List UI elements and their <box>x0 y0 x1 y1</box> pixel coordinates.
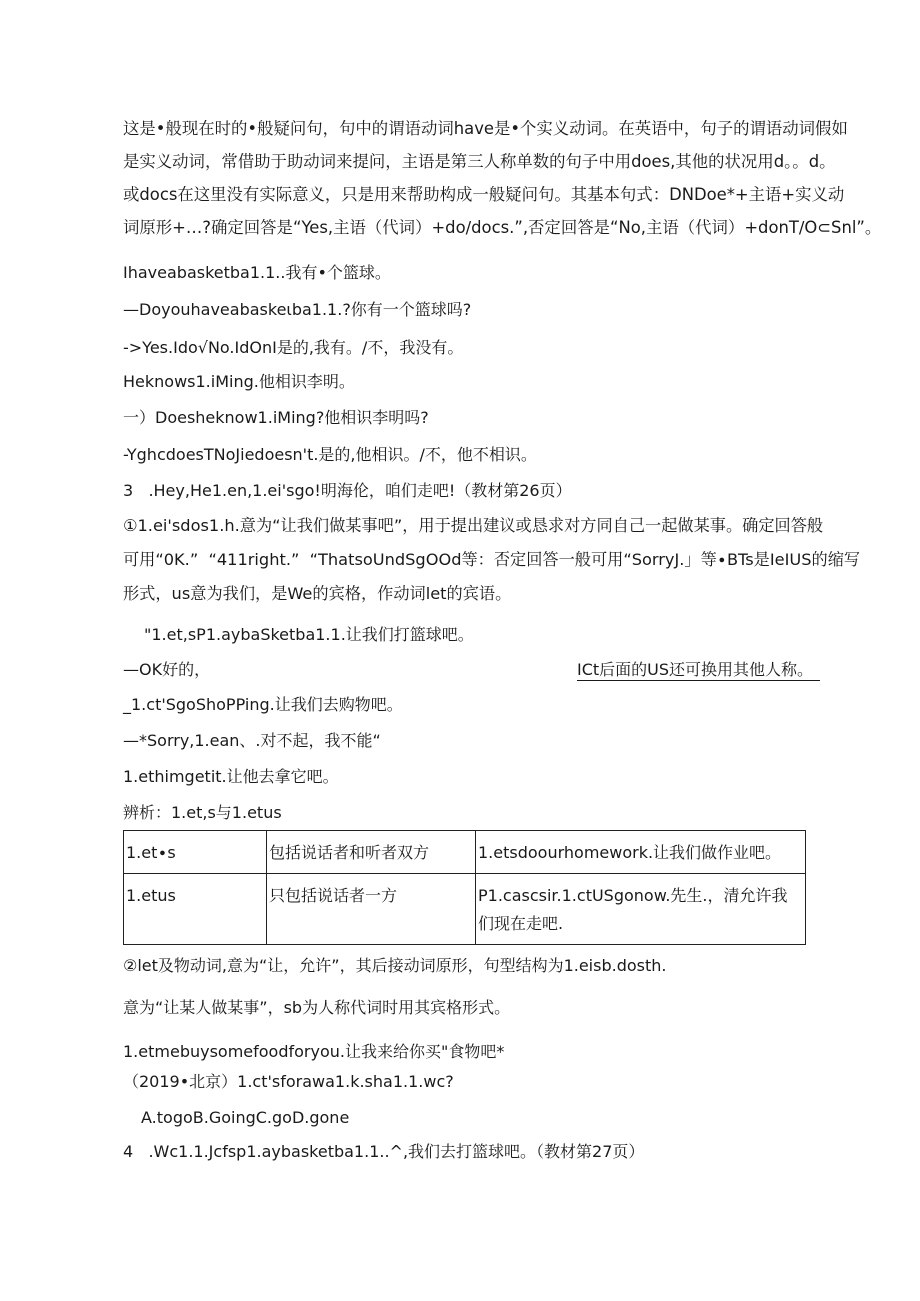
quiz-options: A.togoB.GoingC.goD.gone <box>141 1108 350 1127</box>
usage-line: 意为“让某人做某事”，sb为人称代词时用其宾格形式。 <box>123 998 511 1017</box>
table-cell-term: 1.et∙s <box>124 831 267 874</box>
quiz-question: （2019•北京）1.ct'sforawa1.k.sha1.1.wc? <box>123 1072 454 1091</box>
example-line: —Doyouhaveabaskeιba1.1.?你有一个篮球吗? <box>123 300 472 319</box>
table-cell-example: 1.etsdoourhomework.让我们做作业吧。 <box>476 831 806 874</box>
intro-line: 词原形+…?确定回答是“Yes,主语（代词）+do∕docs.”,否定回答是“No,主语（代词）+donT∕O⊂Snl”。 <box>123 218 882 237</box>
usage-line: ②let及物动词,意为“让，允许”，其后接动词原形，句型结构为1.eisb.dosth. <box>123 956 667 975</box>
example-line: ->Yes.Ido√No.IdOnI是的,我有。/不，我没有。 <box>123 338 464 357</box>
usage-line: 形式，us意为我们，是We的宾格，作动词let的宾语。 <box>123 584 512 603</box>
example-line: 1.etmebuysomefoodforyou.让我来给你买"食物吧* <box>123 1042 505 1061</box>
example-line: 1.ethimgetit.让他去拿它吧。 <box>123 767 339 786</box>
table-row <box>124 831 806 874</box>
usage-line: 可用“0K.” “411right.” “ThatsoUndSgOOd等：否定回答一般可用“SorryJ.」等∙BTs是IeIUS的缩写 <box>123 550 861 569</box>
section-heading: 4 .Wc1.1.Jcfsp1.aybasketba1.1..^,我们去打篮球吧。（教材第27页） <box>123 1142 645 1161</box>
example-line: -YghcdoesTNoJiedoesn't.是的,他相识。/不，他不相识。 <box>123 445 537 464</box>
example-line: 一）Doesheknow1.iMing?他相识李明吗? <box>123 408 429 427</box>
note-text: ICt后面的US还可换用其他人称。 <box>577 660 820 681</box>
table-cell-example: P1.cascsir.1.ctUSgonow.先生.，清允许我们现在走吧. <box>476 874 806 945</box>
example-line: "1.et,sP1.aybaSketba1.1.让我们打篮球吧。 <box>144 625 474 644</box>
table-cell-meaning: 只包括说话者一方 <box>267 874 476 945</box>
intro-line: 是实义动词，常借助于助动词来提问，主语是第三人称单数的句子中用does,其他的状况用d。。d。 <box>123 152 836 171</box>
example-line: Ihaveabasketba1.1..我有•个篮球。 <box>123 263 391 282</box>
example-line: Heknows1.iMing.他相识李明。 <box>123 372 355 391</box>
comparison-table <box>123 830 806 945</box>
intro-line: 这是•般现在时的•般疑问句，句中的谓语动词have是•个实义动词。在英语中，句子的谓语动词假如 <box>123 119 848 138</box>
section-heading: 3 .Hey,He1.en,1.ei'sgo!明海伦，咱们走吧!（教材第26页） <box>123 481 572 500</box>
example-line: _1.ct'SgoShoPPing.让我们去购物吧。 <box>123 695 403 714</box>
intro-paragraph <box>123 112 882 244</box>
analysis-label: 辨析：1.et,s与1.etus <box>123 803 282 822</box>
table-row <box>124 874 806 945</box>
example-line: —OK好的， <box>123 660 211 679</box>
usage-paragraph <box>123 509 863 611</box>
table-cell-term: 1.etus <box>124 874 267 945</box>
usage-line: ①1.ei'sdos1.h.意为“让我们做某事吧”，用于提出建议或恳求对方同自己一起做某事。确定回答般 <box>123 516 824 535</box>
intro-line: 或docs在这里没有实际意义，只是用来帮助构成一般疑问句。其基本句式：DNDoe*+主语+实义动 <box>123 185 845 204</box>
table-cell-meaning: 包括说话者和听者双方 <box>267 831 476 874</box>
example-line: —*Sorry,1.ean、.对不起，我不能“ <box>123 731 381 750</box>
